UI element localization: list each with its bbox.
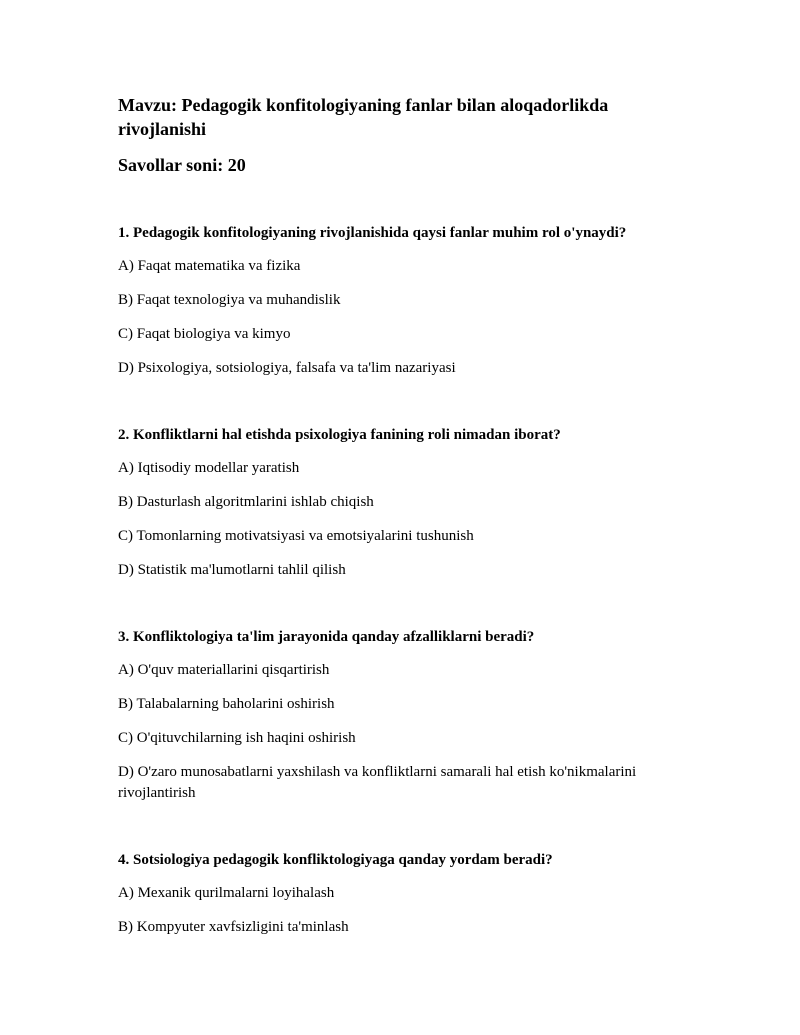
question-text: 3. Konfliktologiya ta'lim jarayonida qanday afzalliklarni beradi? (118, 629, 535, 645)
question-block-3 (118, 627, 678, 804)
option-d: D) O'zaro munosabatlarni yaxshilash va konfliktlarni samarali hal etish ko'nikmalarini rivojlantirish (118, 764, 637, 801)
document-page (118, 93, 678, 938)
question-block-1 (118, 223, 678, 379)
option-d: D) Psixologiya, sotsiologiya, falsafa va ta'lim nazariyasi (118, 360, 456, 376)
option-d: D) Statistik ma'lumotlarni tahlil qilish (118, 562, 346, 578)
question-text: 4. Sotsiologiya pedagogik konfliktologiyaga qanday yordam beradi? (118, 852, 553, 868)
option-c: C) Tomonlarning motivatsiyasi va emotsiyalarini tushunish (118, 528, 474, 544)
document-title: Mavzu: Pedagogik konfitologiyaning fanlar bilan aloqadorlikda rivojlanishi (118, 95, 609, 139)
option-c: C) Faqat biologiya va kimyo (118, 326, 291, 342)
option-b: B) Talabalarning baholarini oshirish (118, 696, 335, 712)
option-a: A) O'quv materiallarini qisqartirish (118, 662, 330, 678)
question-block-4 (118, 850, 678, 938)
option-b: B) Faqat texnologiya va muhandislik (118, 292, 341, 308)
option-b: B) Dasturlash algoritmlarini ishlab chiqish (118, 494, 374, 510)
question-block-2 (118, 425, 678, 581)
option-a: A) Iqtisodiy modellar yaratish (118, 460, 300, 476)
question-text: 2. Konfliktlarni hal etishda psixologiya fanining roli nimadan iborat? (118, 427, 561, 443)
option-a: A) Faqat matematika va fizika (118, 258, 301, 274)
question-text: 1. Pedagogik konfitologiyaning rivojlanishida qaysi fanlar muhim rol o'ynaydi? (118, 225, 627, 241)
option-c: C) O'qituvchilarning ish haqini oshirish (118, 730, 356, 746)
option-b: B) Kompyuter xavfsizligini ta'minlash (118, 919, 349, 935)
question-count: Savollar soni: 20 (118, 155, 246, 175)
option-a: A) Mexanik qurilmalarni loyihalash (118, 885, 335, 901)
